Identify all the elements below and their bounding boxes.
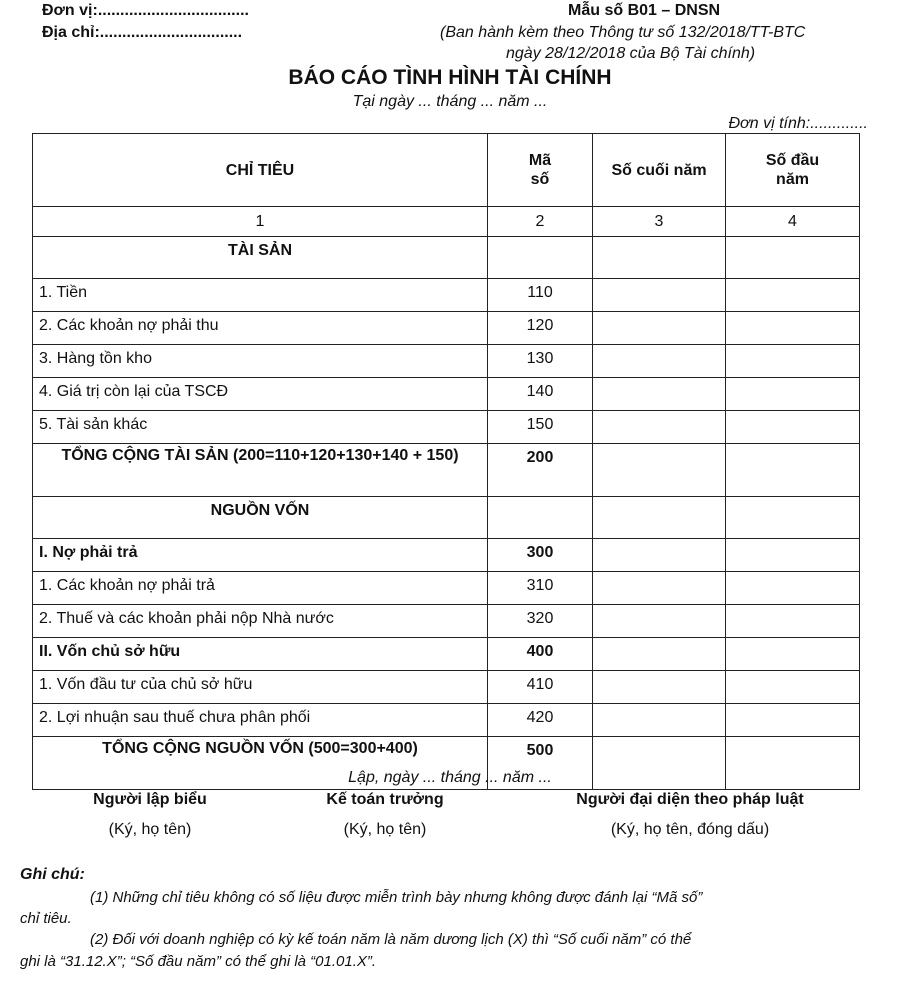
row-label: 5. Tài sản khác <box>33 411 488 444</box>
row-code: 310 <box>488 572 593 605</box>
start-of-year-cell <box>726 345 860 378</box>
table-row <box>33 671 860 704</box>
start-of-year-cell <box>726 572 860 605</box>
address-field: Địa chỉ:................................ <box>42 24 243 41</box>
row-label: TỔNG CỘNG NGUỒN VỐN (500=300+400) <box>33 737 488 790</box>
start-of-year-cell <box>726 605 860 638</box>
start-of-year-cell <box>726 312 860 345</box>
col-header: Số cuối năm <box>593 134 726 207</box>
end-of-year-cell <box>593 312 726 345</box>
start-of-year-cell <box>726 638 860 671</box>
table-header-row <box>33 134 860 207</box>
start-of-year-cell <box>726 279 860 312</box>
table-row <box>33 345 860 378</box>
accountant-note: (Ký, họ tên) <box>343 821 427 838</box>
note-1: (1) Những chỉ tiêu không có số liệu được miễn trình bày nhưng không được đánh lại “Mã số” <box>90 889 703 906</box>
end-of-year-cell <box>593 638 726 671</box>
end-of-year-cell <box>593 605 726 638</box>
row-code: 140 <box>488 378 593 411</box>
column-index-row <box>33 207 860 237</box>
table-row <box>33 605 860 638</box>
table-row <box>33 497 860 539</box>
page-title: BÁO CÁO TÌNH HÌNH TÀI CHÍNH <box>288 66 612 89</box>
end-of-year-cell <box>593 411 726 444</box>
table-row <box>33 572 860 605</box>
table-row <box>33 312 860 345</box>
row-code: 150 <box>488 411 593 444</box>
col-index: 2 <box>488 207 593 237</box>
table-row <box>33 411 860 444</box>
start-of-year-cell <box>726 671 860 704</box>
note-2: (2) Đối với doanh nghiệp có kỳ kế toán năm là năm dương lịch (X) thì “Số cuối năm” có thể <box>90 931 692 948</box>
preparer-note: (Ký, họ tên) <box>108 821 192 838</box>
row-code <box>488 497 593 539</box>
col-index: 1 <box>33 207 488 237</box>
representative-title: Người đại diện theo pháp luật <box>576 791 804 808</box>
row-code <box>488 237 593 279</box>
row-label: 1. Tiền <box>33 279 488 312</box>
table-row <box>33 539 860 572</box>
notes-title: Ghi chú: <box>20 866 85 883</box>
row-label: 2. Lợi nhuận sau thuế chưa phân phối <box>33 704 488 737</box>
row-code: 320 <box>488 605 593 638</box>
start-of-year-cell <box>726 444 860 497</box>
note-1-cont: chỉ tiêu. <box>20 910 72 927</box>
table-row <box>33 704 860 737</box>
report-date: Tại ngày ... tháng ... năm ... <box>352 93 548 110</box>
row-label: 2. Các khoản nợ phải thu <box>33 312 488 345</box>
start-of-year-cell <box>726 411 860 444</box>
table-row <box>33 279 860 312</box>
row-code: 110 <box>488 279 593 312</box>
end-of-year-cell <box>593 237 726 279</box>
row-label: 1. Vốn đầu tư của chủ sở hữu <box>33 671 488 704</box>
row-label: 3. Hàng tồn kho <box>33 345 488 378</box>
end-of-year-cell <box>593 539 726 572</box>
issued-line-1: (Ban hành kèm theo Thông tư số 132/2018/TT-BTC <box>440 24 806 41</box>
end-of-year-cell <box>593 444 726 497</box>
row-label: 1. Các khoản nợ phải trả <box>33 572 488 605</box>
end-of-year-cell <box>593 671 726 704</box>
issued-line-2: ngày 28/12/2018 của Bộ Tài chính) <box>506 45 756 62</box>
table-row <box>33 378 860 411</box>
col-index: 3 <box>593 207 726 237</box>
row-label: 4. Giá trị còn lại của TSCĐ <box>33 378 488 411</box>
end-of-year-cell <box>593 704 726 737</box>
row-label: TỔNG CỘNG TÀI SẢN (200=110+120+130+140 + 150) <box>33 444 488 497</box>
accountant-title: Kế toán trưởng <box>326 791 444 808</box>
start-of-year-cell <box>726 497 860 539</box>
row-label: TÀI SẢN <box>33 237 488 279</box>
row-code: 120 <box>488 312 593 345</box>
row-label: NGUỒN VỐN <box>33 497 488 539</box>
start-of-year-cell <box>726 237 860 279</box>
row-label: I. Nợ phải trả <box>33 539 488 572</box>
row-label: 2. Thuế và các khoản phải nộp Nhà nước <box>33 605 488 638</box>
row-code: 130 <box>488 345 593 378</box>
currency-unit: Đơn vị tính:............. <box>728 115 868 132</box>
end-of-year-cell <box>593 497 726 539</box>
col-header: Số đầu năm <box>726 134 860 207</box>
financial-table <box>32 133 860 790</box>
end-of-year-cell <box>593 572 726 605</box>
row-code: 420 <box>488 704 593 737</box>
form-number: Mẫu số B01 – DNSN <box>568 2 721 19</box>
note-2-cont: ghi là “31.12.X”; “Số đầu năm” có thể ghi là “01.01.X”. <box>20 953 377 970</box>
row-label: II. Vốn chủ sở hữu <box>33 638 488 671</box>
end-of-year-cell <box>593 378 726 411</box>
row-code: 200 <box>488 444 593 497</box>
end-of-year-cell <box>593 345 726 378</box>
start-of-year-cell <box>726 704 860 737</box>
row-code: 300 <box>488 539 593 572</box>
row-code: 500 <box>488 737 593 790</box>
start-of-year-cell <box>726 378 860 411</box>
row-code: 410 <box>488 671 593 704</box>
signature-date: Lập, ngày ... tháng ... năm ... <box>348 769 552 786</box>
col-header: Mã số <box>488 134 593 207</box>
table-row <box>33 444 860 497</box>
preparer-title: Người lập biểu <box>93 791 207 808</box>
start-of-year-cell <box>726 539 860 572</box>
col-header: CHỈ TIÊU <box>33 134 488 207</box>
table-row <box>33 237 860 279</box>
table-row <box>33 638 860 671</box>
end-of-year-cell <box>593 279 726 312</box>
unit-field: Đơn vị:.................................. <box>42 2 249 19</box>
col-index: 4 <box>726 207 860 237</box>
representative-note: (Ký, họ tên, đóng dấu) <box>610 821 770 838</box>
row-code: 400 <box>488 638 593 671</box>
